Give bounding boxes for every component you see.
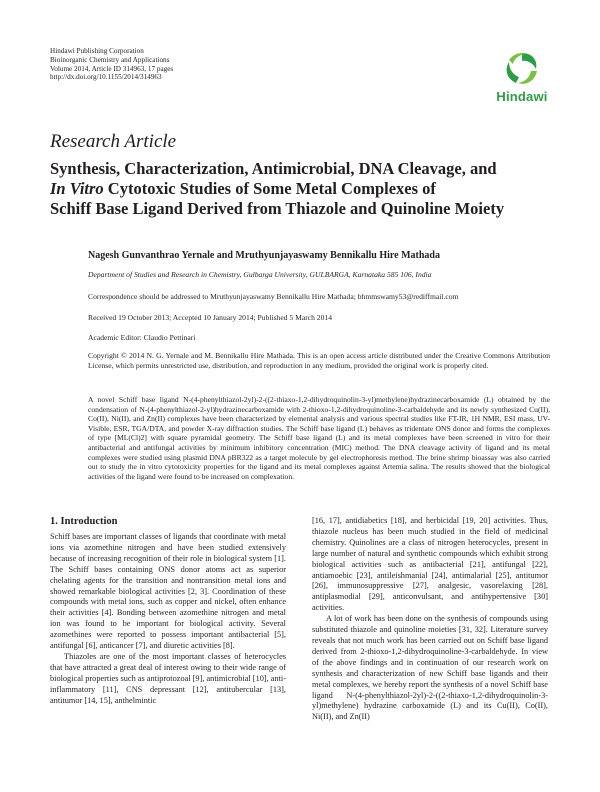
article-type: Research Article <box>50 131 177 152</box>
intro-paragraph-4: A lot of work has been done on the synthesis of compounds using substituted thiazole and quinoline moieties [31, 32]. Literature survey reveals that not much work has been carried out on Schiff base ligand derived from 2-thioxo-1,2-dihydroquinoline-3-carbaldehyde. In view of the above findings and in continuation of our research work on synthesis and characterization of new Schiff base ligands and their metal complexes, we hereby report the synthesis of a novel Schiff base ligand N-(4-phenylthiazol-2yl)-2-((2-thiaxo-1,2-dihydroquinolin-3-yl)methylene) hydrazine carboxamide (L) and its Cu(II), Co(II), Ni(II), and Zn(II) <box>312 614 548 722</box>
doi-link[interactable]: http://dx.doi.org/10.1155/2014/314963 <box>50 73 162 82</box>
publisher: Hindawi Publishing Corporation <box>50 47 144 55</box>
paper-title <box>50 159 570 219</box>
abstract: A novel Schiff base ligand N-(4-phenylthiazol-2yl)-2-((2-thiaxo-1,2-dihydroquinolin-3-yl)methylene)hydrazinecarboxamide (L) obtained by the condensation of N-(4-phenylthiazol-2-yl)hydrazinecarboxamide with 2-thioxo-1,2-dihydroquinoline-3-carbaldehyde and its newly synthesized Cu(II), Co(II), Ni(II), and Zn(II) complexes have been characterized by elemental analysis and various spectral studies like FT-IR, 1H NMR, ESI mass, UV-Visible, ESR, TGA/DTA, and powder X-ray diffraction studies. The Schiff base ligand (L) behaves as tridentate ONS donor and forms the complexes of type [ML(Cl)2] with square pyramidal geometry. The Schiff base ligand (L) and its metal complexes have been screened in vitro for their antibacterial and antifungal activities by minimum inhibitory concentration (MIC) method. The DNA cleavage activity of ligand and its metal complexes were studied using plasmid DNA pBR322 as a target molecule by gel electrophoresis method. The brine shrimp bioassay was also carried out to study the in vitro cytotoxicity properties for the ligand and its metal complexes against Artemia salina. The results showed that the biological activities of the ligand were found to be increased on complexation. <box>88 395 550 481</box>
intro-paragraph-2: Thiazoles are one of the most important classes of heterocycles that have attracted a great deal of interest owing to their wide range of biological properties such as antiprotozoal [9], antimicrobial [10], anti-inflammatory [11], CNS depressant [12], antitubercular [13], antitumor [14, 15], anthelmintic <box>50 651 286 705</box>
hindawi-logo <box>492 50 552 104</box>
academic-editor: Academic Editor: Claudio Pettinari <box>88 333 196 342</box>
intro-paragraph-3: [16, 17], antidiabetics [18], and herbicidal [19, 20] activities. Thus, thiazole nucleus has been much studied in the field of medicinal chemistry. Quinolines are a class of nitrogen heterocycles, present in large number of natural and synthetic compounds which exhibit strong biological activities such as antibacterial [21], antifungal [22], antiamoebic [23], antileishmanial [24], antimalarial [25], antitumor [26], immunosuppressive [27], analgesic, vasorelaxing [28], antiplasmodial [29], anticonvulsant, and antihypertensive [30] activities. <box>312 516 548 613</box>
copyright: Copyright © 2014 N. G. Yernale and M. Bennikallu Hire Mathada. This is an open access article distributed under the Creative Commons Attribution License, which permits unrestricted use, distribution, and reproduction in any medium, provided the original work is properly cited. <box>88 351 550 370</box>
affiliation: Department of Studies and Research in Chemistry, Gulbarga University, GULBARGA, Karnataka 585 106, India <box>88 270 432 279</box>
title-italic: In Vitro <box>50 179 104 198</box>
section-heading: 1. Introduction <box>50 516 118 527</box>
left-column <box>50 532 286 707</box>
hindawi-logo-icon <box>502 50 542 88</box>
journal-name: Bioinorganic Chemistry and Applications <box>50 55 170 64</box>
dates: Received 19 October 2013; Accepted 10 January 2014; Published 5 March 2014 <box>88 313 332 322</box>
title-line-2 <box>50 179 570 199</box>
title-line-1: Synthesis, Characterization, Antimicrobial, DNA Cleavage, and <box>50 159 497 178</box>
intro-paragraph-1: Schiff bases are important classes of ligands that coordinate with metal ions via azomethine nitrogen and have been studied extensively because of increasing recognition of their role in biological system [1]. The Schiff bases containing ONS donor atoms act as superior chelating agents for the transition and nontransition metal ions and showed remarkable biological activities [2, 3]. Coordination of these compounds with metal ions, such as copper and nickel, often enhance their activities [4]. Bonding between azomethine nitrogen and metal ion was found to be important for biological activity. Several azomethines were reported to possess important antibacterial [5], antifungal [6], anticancer [7], and diuretic activities [8]. <box>50 532 286 651</box>
journal-info <box>50 47 270 82</box>
logo-text: Hindawi <box>496 89 548 104</box>
title-line-3: Schiff Base Ligand Derived from Thiazole and Quinoline Moiety <box>50 199 505 218</box>
correspondence: Correspondence should be addressed to Mruthyunjayaswamy Bennikallu Hire Mathada; bhmmswamy53@rediffmail.com <box>88 292 459 301</box>
right-column <box>312 516 548 723</box>
authors: Nagesh Gunvanthrao Yernale and Mruthyunjayaswamy Bennikallu Hire Mathada <box>88 250 440 261</box>
title-line-2-rest: Cytotoxic Studies of Some Metal Complexes of <box>103 179 436 198</box>
volume: Volume 2014, Article ID 314963, 17 pages <box>50 64 174 73</box>
